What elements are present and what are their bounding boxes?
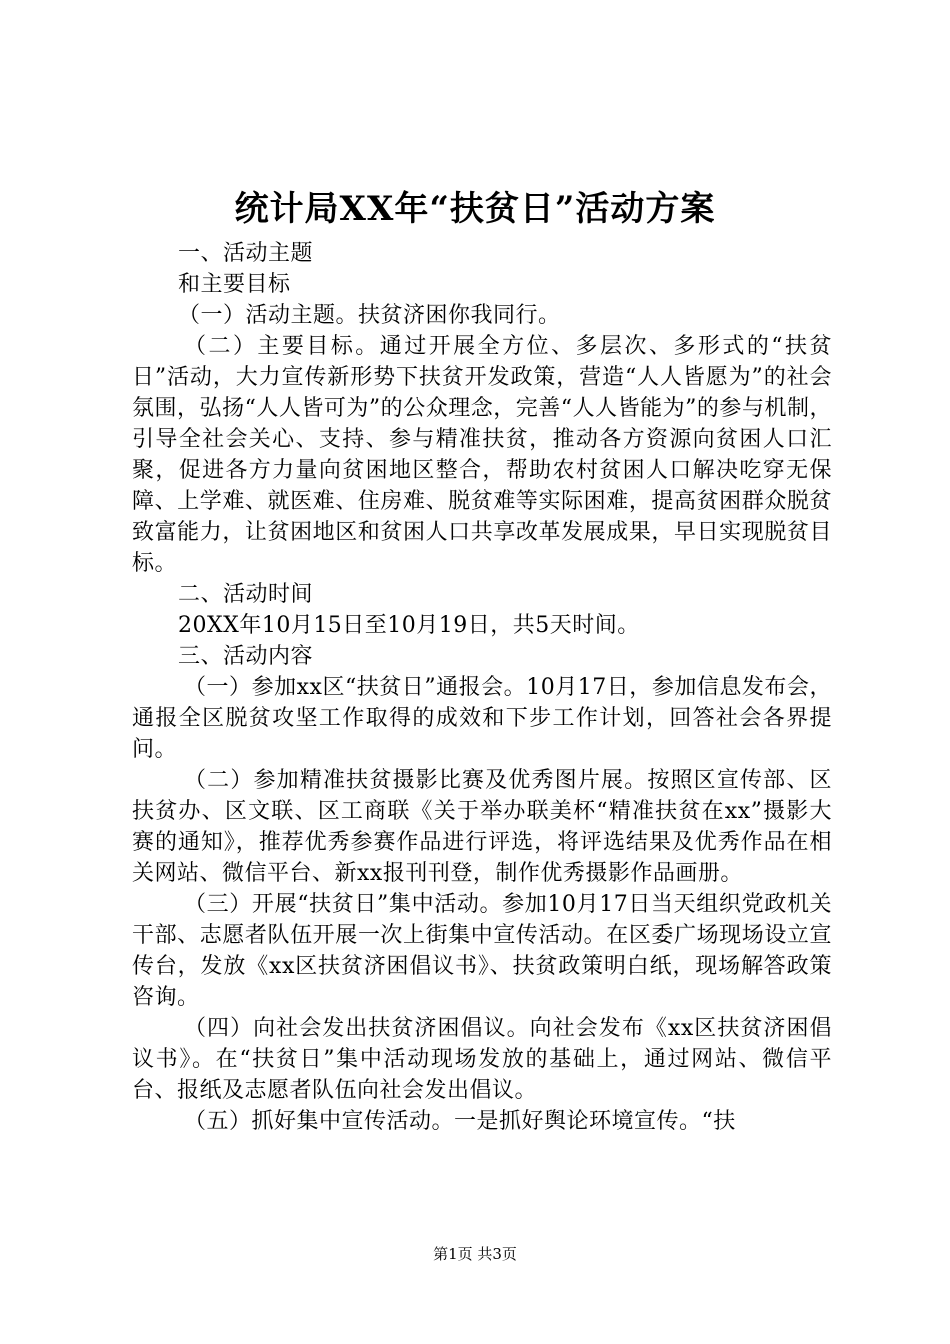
paragraph-content-4: （四）向社会发出扶贫济困倡议。向社会发布《xx区扶贫济困倡议书》。在“扶贫日”集中活动现场发放的基础上，通过网站、微信平台、报纸及志愿者队伍向社会发出倡议。: [132, 1016, 832, 1103]
paragraph-content-3: （三）开展“扶贫日”集中活动。参加10月17日当天组织党政机关干部、志愿者队伍开展一次上街集中宣传活动。在区委广场现场设立宣传台，发放《xx区扶贫济困倡议书》、扶贫政策明白纸，现场解答政策咨询。: [132, 892, 832, 1010]
section-heading-1-line2: 和主要目标: [178, 272, 291, 297]
document-title: 统计局XX年“扶贫日”活动方案: [234, 189, 716, 229]
page-footer: 第1页 共3页: [433, 1245, 517, 1263]
section-heading-2: 二、活动时间: [178, 582, 314, 607]
section-heading-3: 三、活动内容: [178, 644, 314, 669]
document-body: [132, 238, 832, 1137]
paragraph-activity-time: 20XX年10月15日至10月19日，共5天时间。: [178, 613, 640, 638]
section-heading-1-line1: 一、活动主题: [178, 241, 314, 266]
paragraph-content-1: （一）参加xx区“扶贫日”通报会。10月17日，参加信息发布会，通报全区脱贫攻坚工作取得的成效和下步工作计划，回答社会各界提问。: [132, 675, 832, 762]
paragraph-content-5: （五）抓好集中宣传活动。一是抓好舆论环境宣传。“扶: [184, 1109, 736, 1134]
paragraph-activity-theme: （一）活动主题。扶贫济困你我同行。: [178, 303, 561, 328]
paragraph-content-2: （二）参加精准扶贫摄影比赛及优秀图片展。按照区宣传部、区扶贫办、区文联、区工商联《关于举办联美杯“精准扶贫在xx”摄影大赛的通知》，推荐优秀参赛作品进行评选，将评选结果及优秀作品在相关网站、微信平台、新xx报刊刊登，制作优秀摄影作品画册。: [132, 768, 832, 886]
paragraph-main-goals: （二）主要目标。通过开展全方位、多层次、多形式的“扶贫日”活动，大力宣传新形势下扶贫开发政策，营造“人人皆愿为”的社会氛围，弘扬“人人皆可为”的公众理念，完善“人人皆能为”的参与机制，引导全社会关心、支持、参与精准扶贫，推动各方资源向贫困人口汇聚，促进各方力量向贫困地区整合，帮助农村贫困人口解决吃穿无保障、上学难、就医难、住房难、脱贫难等实际困难，提高贫困群众脱贫致富能力，让贫困地区和贫困人口共享改革发展成果，早日实现脱贫目标。: [132, 334, 832, 576]
